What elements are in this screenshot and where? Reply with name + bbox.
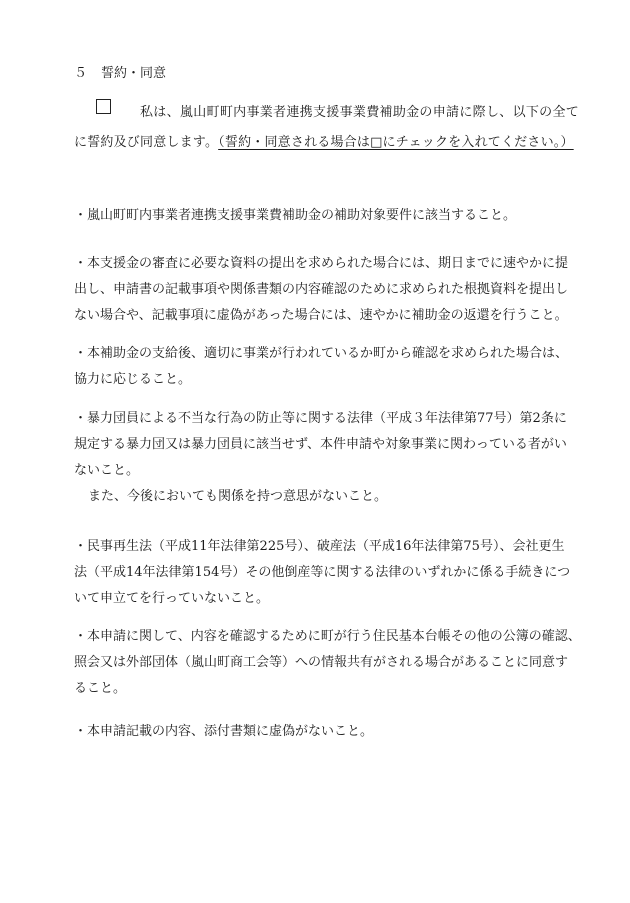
consent-text [74,98,579,158]
consent-checkbox[interactable] [96,99,111,114]
section-heading [74,64,166,84]
pledge-line: 出し、申請書の記載事項や関係書類の内容確認のために求められた根拠資料を提出し [74,282,569,297]
pledge-item-3 [74,341,579,393]
pledge-line: ・嵐山町町内事業者連携支援事業費補助金の補助対象要件に該当すること。 [74,208,517,223]
pledge-line: 協力に応じること。 [74,372,192,387]
pledge-item-2 [74,251,579,329]
pledge-line: ない場合や、記載事項に虚偽があった場合には、速やかに補助金の返還を行うこと。 [74,308,568,323]
section-number: ５ [74,66,88,81]
pledge-line: 規定する暴力団又は暴力団員に該当せず、本件申請や対象事業に関わっている者がい [74,437,567,452]
consent-statement [74,98,579,158]
pledge-line: ・本申請に関して、内容を確認するために町が行う住民基本台帳その他の公簿の確認、 [74,629,581,644]
consent-lead-text: 私は、嵐山町町内事業者連携支援事業費補助金の申請に際し、以下の全てに誓約及び同意します。 [74,105,579,150]
pledge-item-4 [74,406,579,510]
pledge-line: ないこと。 [74,463,140,478]
pledge-line: ること。 [74,681,127,696]
pledge-item-1 [74,203,579,229]
pledge-line: ・民事再生法（平成11年法律第225号）、破産法（平成16年法律第75号）、会社更生 [74,539,565,554]
pledge-item-5 [74,534,579,612]
pledge-line: ・暴力団員による不当な行為の防止等に関する法律（平成３年法律第77号）第2条に [74,411,567,426]
pledge-line: 法（平成14年法律第154号）その他倒産等に関する法律のいずれかに係る手続きにつ [74,565,571,580]
pledge-item-7 [74,719,579,745]
pledge-line: いて申立てを行っていないこと。 [74,591,270,606]
pledge-line: ・本補助金の支給後、適切に事業が行われているか町から確認を求められた場合は、 [74,346,569,361]
pledge-item-6 [74,624,579,702]
section-title: 誓約・同意 [101,66,167,81]
pledge-line: また、今後においても関係を持つ意思がないこと。 [88,489,388,504]
pledge-line: 照会又は外部団体（嵐山町商工会等）への情報共有がされる場合があることに同意す [74,655,569,670]
consent-underlined-note: （誓約・同意される場合は□にチェックを入れてください。） [218,135,574,150]
pledge-line: ・本支援金の審査に必要な資料の提出を求められた場合には、期日までに速やかに提 [74,256,569,271]
pledge-line: ・本申請記載の内容、添付書類に虚偽がないこと。 [74,724,374,739]
